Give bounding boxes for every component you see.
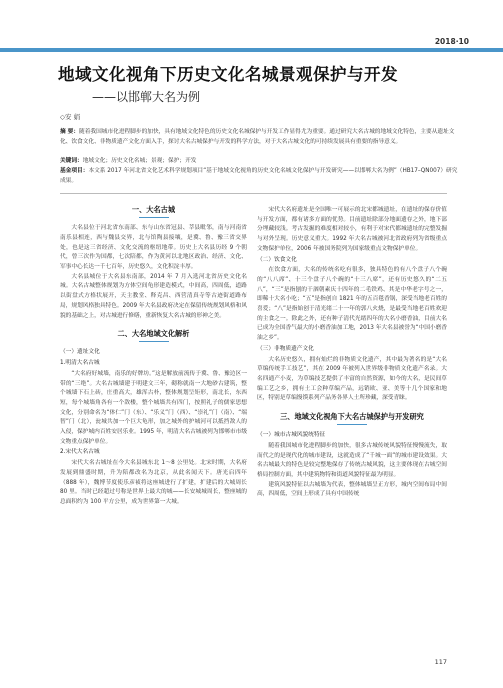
article-title: 地域文化视角下历史文化名城景观保护与开发 [58,65,398,84]
section-heading-3-text: 三、地域文化视角下大名古城保护与开发研究 [280,412,424,422]
keywords [60,157,460,167]
funding-label: 基金项目： [60,168,89,174]
funding [60,167,460,186]
keywords-text: 地域文化；历史文化名城；景观；保护；开发 [82,158,197,164]
paragraph: 大名历史悠久，拥有灿烂的非物质文化遗产，其中最为著名的是“大名草编传统手工技艺”，其在 2009 年被列入世界级非物质文化遗产名录。大名四通产小麦，为草编技艺提供了丰富的自然资源，如今的大名，是民间草编工艺之乡，拥有土工会种草编产品，远销欧、亚、美等十几个国家和地区，特别是草编馒馍系列产品务各界人士所珍藏，深受青睐。 [257,356,447,402]
heading-underline [139,217,169,219]
subsection-heading: （三）非物质遗产文化 [257,345,314,352]
subsection-heading: （一）城市古城风貌统特征 [257,432,326,439]
paragraph: 随着我国城市化进程脚步的加快，很多古城传统风貌特征慢慢流失，取而代之的是现代化的城市建设，这就造成了“千城一面”的城市建设效果。大名古城最大的特色是较完整地保存了传统古城风貌，这主要体现在古城空间格局控制方面，其中建筑物特和街道风貌特征最为明显。 [257,442,447,479]
keywords-label: 关键词： [60,158,83,164]
funding-text: 本文系 2017 年河北省文化艺术科学规划项目“基于地域文化视角的历史文化名城文化保护与开发研究——以邯郸大名为例”（HB17–QN007）研究成果。 [60,168,458,184]
page-number: 117 [434,658,447,666]
paragraph: 建筑风貌特征以古城墙为代表，整体城墙呈正方形，城内空间布局中间高，四周低，空间上形成了具有中国传统 [257,481,447,498]
subsection-heading: （一）遗址文化 [60,349,100,356]
section-heading-1-text: 一、大名古城 [131,205,176,214]
paragraph: 在饮食方面，大名的传统名吃有很多，独具特色的有八个盘子八个碗的“八八席”、十三个盘子八个碗的“十三八席”，还有历史悠久的“二五八”，“三”是指刨的干涸朝素庆十四年的二毛铁鸡、其是中华老字号之一，即稀十大名小吃；“五”是指创自 1821 年的五百毯香锅，深受当地老百姓的喜爱；“八”是指始创于清光绪二十一年的郭八火烧，是最受当地老百姓欢迎的主食之一。除此之外，还有种子清代光绪四年的大名小磨香油，目前大名已成为全国香气最大的小磨香油加工地，2013 年大名县被誉为“中国小磨香油之乡”。 [257,267,447,342]
article-subtitle: ——以邯郸大名为例 [92,90,201,104]
paragraph: 宋代大名府遗址是全国唯一可展示的北宋都城遗址，在遗址的保存价值与开发方面，都有诸多方面的优势。目前遗址除部分地面遗存之外，地下部分埋藏较浅。考古发掘的难度相对较小，有利于对宋代都城遗址的完整发掘与对外呈现。历史意义重大。1992 年大名古城被河北省政府列为省级重点文物保护单位，2006 年被国务院列为国家级重点文物保护单位。 [257,207,447,252]
paragraph: 宋代大名古城址在今大名县城东北 1～8 公里处。北宋时期，大名府发展到鼎盛时期，升为陪都改名为北京，从此名闻天下。唐光启四年（888 年），魏博节度使乐彦祯将这座城进行了扩建，扩建后的大城周长 80 里。当时已经超过号称是世界上最大的城——长安城城周长，整座城的总面积约为 100 平方公里，成为世界第一大城。 [60,460,247,505]
section-heading-3 [257,412,447,425]
right-column [257,206,447,500]
issue-number: 2018·10 [434,37,469,46]
section-heading-1 [60,205,247,218]
heading-underline [337,424,367,426]
heading-underline [139,341,169,343]
abstract-label: 摘 要： [60,129,80,135]
section-heading-2-text: 二、大名地域文化解析 [117,329,190,339]
paragraph: 大名县城位于大名县东南部，2014 年 7 月入选河北省历史文化名城。大名古城整体规划为方体空间龟形建造模式，中间高，四周低，道路以街盘式方格状展开，天主教堂、释克昌、西营清真寺等古迹街道路布局，规划风格独具特色。2009 年大名县政府决定在保留传统规划风格和风貌的基础之上，对古城进行修缮，重新恢复大名古城的形神之美。 [60,273,247,319]
left-column [60,205,247,508]
abstract-text: 随着我国城市化进程脚步的加快，具有地域文化特色的历史文化名城保护与开发工作显得尤为重要。通过研究大名古城的地域文化特色，主要从遗址文化、饮食文化、非物质遗产文化方面入手，探讨大名古城保护与开发的科学方法，对于大名古城文化的可持续发展具有重要的指导意义。 [60,129,455,145]
item-heading: 1.明清大名古城 [60,360,100,367]
abstract [60,128,460,147]
section-heading-2 [60,329,247,342]
paragraph: “大名府好城墙，南乐的好牌坊。”这是解放前流传于冀、鲁、豫边区一带的“三绝”。大名古城墙建于明建文三年，砌称就南一大地砂古建筑，整个城墙下石上砖，庄重高大，雄浑古朴，整体规划呈矩形，南北长，东西短，每个城墙角各有一个敌楼，整个城墙共有四门，按照礼子的儒家思想文化，分别命名为“体仁”门（东）、“乐义”门（西）、“崇礼”门（南）、“端智”门（北），瓮城共加一个巨大龟形，加之城外的护城河可以抵挡敌人的入侵，保护城内百姓安居乐业。1995 年，明清大名古城被列为邯郸市市级文物重点保护单位。 [60,370,247,445]
header-divider [60,193,447,194]
subsection-heading: （二）饮食文化 [257,256,297,263]
article-author: ◇安 娟 [60,113,81,121]
paragraph: 大名县位于河北省东南部、东与山东省冠县、莘县毗邻，南与河南省南乐县相连，西与魏县交界，北与馆陶县接壤，是冀、鲁、豫三省交界处，也是这三省经济、文化交流的枢纽地带。历史上大名县历经 9 个朝代，曾三次作为国都，七次陪都，作为黄河以北地区政治、经济、文化、军事中心长达一千七百年，历史悠久，文化积淀丰厚。 [60,225,247,271]
header-accent-bar [0,48,503,52]
item-heading: 2.宋代大名古城 [60,449,100,456]
